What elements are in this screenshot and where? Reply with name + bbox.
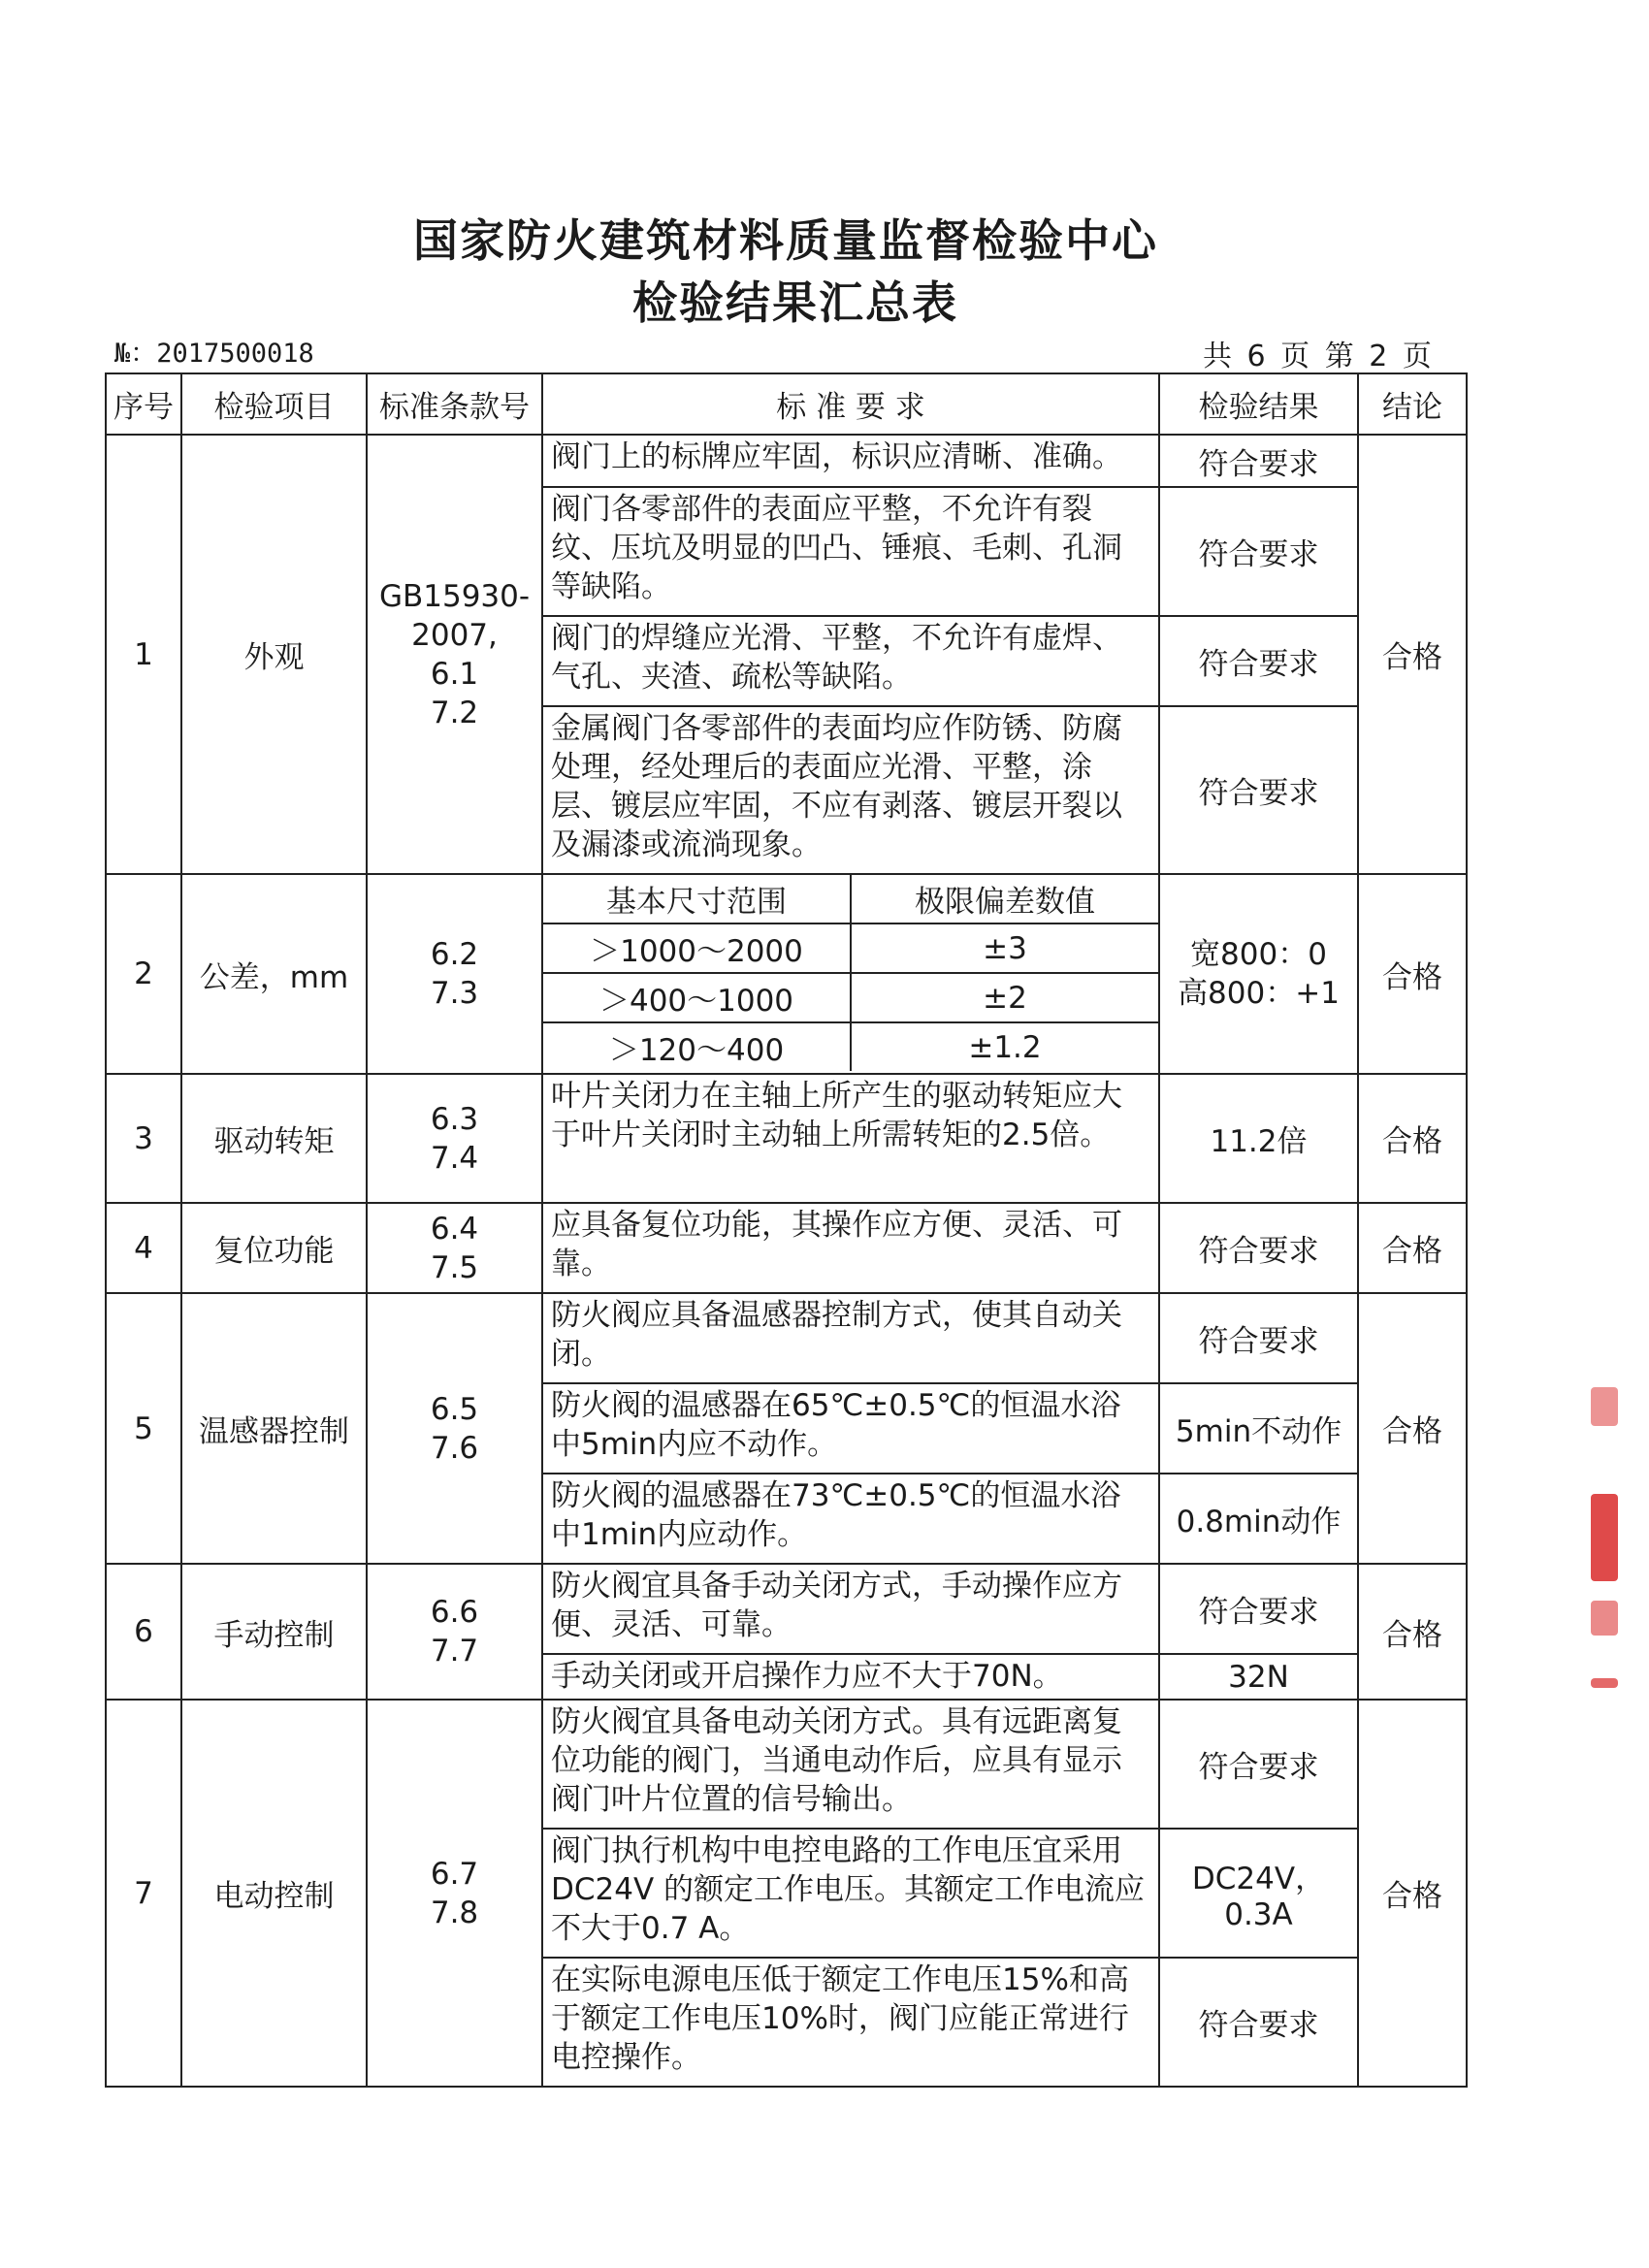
result-text: 符合要求 [1159,487,1358,616]
tolerance-deviation: ±3 [851,923,1158,973]
table-row [106,1293,1467,1383]
clause-no: 6.4 7.5 [367,1203,542,1293]
item-no: 7 [106,1700,181,2087]
tolerance-deviation: ±1.2 [968,1029,1042,1065]
col-header-clause: 标准条款号 [367,373,542,435]
tolerance-header-deviation: 极限偏差数值 [851,875,1158,923]
seal-mark [1591,1678,1618,1688]
table-row [106,1700,1467,1829]
table-title: 检验结果汇总表 [632,276,958,329]
result-text: 符合要求 [1159,706,1358,874]
seal-mark [1591,1601,1618,1636]
conclusion-text: 合格 [1358,1700,1467,2087]
requirement-text: 防火阀宜具备手动关闭方式，手动操作应方便、灵活、可靠。 [542,1564,1159,1654]
col-header-item: 检验项目 [181,373,367,435]
requirement-text: 金属阀门各零部件的表面均应作防锈、防腐处理，经处理后的表面应光滑、平整，涂层、镀层应牢固，不应有剥落、镀层开裂以及漏漆或流淌现象。 [542,706,1159,874]
item-name: 外观 [181,435,367,874]
item-name: 复位功能 [181,1203,367,1293]
result-text: 符合要求 [1159,435,1358,487]
conclusion-text: 合格 [1358,1203,1467,1293]
item-no: 5 [106,1293,181,1564]
table-row [106,874,1467,1074]
item-name: 公差，mm [181,874,367,1074]
result-text: 5min不动作 [1159,1383,1358,1474]
result-text: 符合要求 [1159,1958,1358,2087]
item-name: 驱动转矩 [181,1074,367,1203]
clause-no: 6.7 7.8 [367,1700,542,2087]
report-number: №：2017500018 [114,339,314,369]
tolerance-header-range: 基本尺寸范围 [543,875,851,923]
result-text: 32N [1159,1654,1358,1700]
table-row [106,1074,1467,1203]
clause-no: 6.3 7.4 [367,1074,542,1203]
clause-no: GB15930- 2007, 6.1 7.2 [367,435,542,874]
requirement-text: 防火阀的温感器在73℃±0.5℃的恒温水浴中1min内应动作。 [542,1474,1159,1564]
result-text: 符合要求 [1159,616,1358,706]
conclusion-text: 合格 [1358,874,1467,1074]
result-text: 符合要求 [1159,1293,1358,1383]
item-no: 3 [106,1074,181,1203]
requirement-text: 手动关闭或开启操作力应不大于70N。 [542,1654,1159,1700]
header-row [106,373,1467,435]
item-name: 电动控制 [181,1700,367,2087]
requirement-text: 阀门的焊缝应光滑、平整，不允许有虚焊、气孔、夹渣、疏松等缺陷。 [542,616,1159,706]
tolerance-range: ＞120～400 [543,1022,851,1071]
requirement-text: 阀门上的标牌应牢固，标识应清晰、准确。 [542,435,1159,487]
table-row [106,435,1467,487]
tolerance-range: ＞1000～2000 [543,923,851,973]
item-no: 1 [106,435,181,874]
requirement-text: 阀门执行机构中电控电路的工作电压宜采用 DC24V 的额定工作电压。其额定工作电流应不大于0.7 A。 [542,1829,1159,1958]
requirement-text: 应具备复位功能，其操作应方便、灵活、可靠。 [542,1203,1159,1293]
center-title: 国家防火建筑材料质量监督检验中心 [413,214,1158,267]
clause-no: 6.2 7.3 [367,874,542,1074]
tolerance-cell [542,874,1159,1074]
result-text: 符合要求 [1159,1700,1358,1829]
requirement-text: 防火阀的温感器在65℃±0.5℃的恒温水浴中5min内应不动作。 [542,1383,1159,1474]
requirement-text: 防火阀宜具备电动关闭方式。具有远距离复位功能的阀门，当通电动作后，应具有显示阀门叶片位置的信号输出。 [542,1700,1159,1829]
item-no: 2 [106,874,181,1074]
requirement-text: 阀门各零部件的表面应平整，不允许有裂纹、压坑及明显的凹凸、锤痕、毛刺、孔洞等缺陷。 [542,487,1159,616]
requirement-text: 叶片关闭力在主轴上所产生的驱动转矩应大于叶片关闭时主动轴上所需转矩的2.5倍。 [542,1074,1159,1203]
tolerance-deviation: ±2 [851,973,1158,1022]
col-header-result: 检验结果 [1159,373,1358,435]
result-text: 符合要求 [1159,1564,1358,1654]
page-info: 共 6 页 第 2 页 [1203,340,1432,373]
conclusion-text: 合格 [1358,1564,1467,1700]
result-text: 宽800：0 高800：+1 [1159,874,1358,1074]
result-text: 符合要求 [1159,1203,1358,1293]
tolerance-table [543,875,1158,1071]
col-header-no: 序号 [106,373,181,435]
result-text: DC24V，0.3A [1159,1829,1358,1958]
requirement-text: 防火阀应具备温感器控制方式，使其自动关闭。 [542,1293,1159,1383]
result-text: 0.8min动作 [1159,1474,1358,1564]
seal-mark [1591,1494,1618,1581]
item-name: 手动控制 [181,1564,367,1700]
col-header-requirement: 标 准 要 求 [542,373,1159,435]
clause-no: 6.6 7.7 [367,1564,542,1700]
table-row [106,1564,1467,1654]
results-table [105,373,1468,2088]
requirement-text: 在实际电源电压低于额定工作电压15%和高于额定工作电压10%时，阀门应能正常进行电控操作。 [542,1958,1159,2087]
item-no: 6 [106,1564,181,1700]
item-name: 温感器控制 [181,1293,367,1564]
conclusion-text: 合格 [1358,1293,1467,1564]
clause-no: 6.5 7.6 [367,1293,542,1564]
conclusion-text: 合格 [1358,1074,1467,1203]
result-text: 11.2倍 [1159,1074,1358,1203]
col-header-conclusion: 结论 [1358,373,1467,435]
item-no: 4 [106,1203,181,1293]
conclusion-text: 合格 [1358,435,1467,874]
tolerance-range: ＞400～1000 [543,973,851,1022]
seal-mark [1591,1387,1618,1426]
table-row [106,1203,1467,1293]
